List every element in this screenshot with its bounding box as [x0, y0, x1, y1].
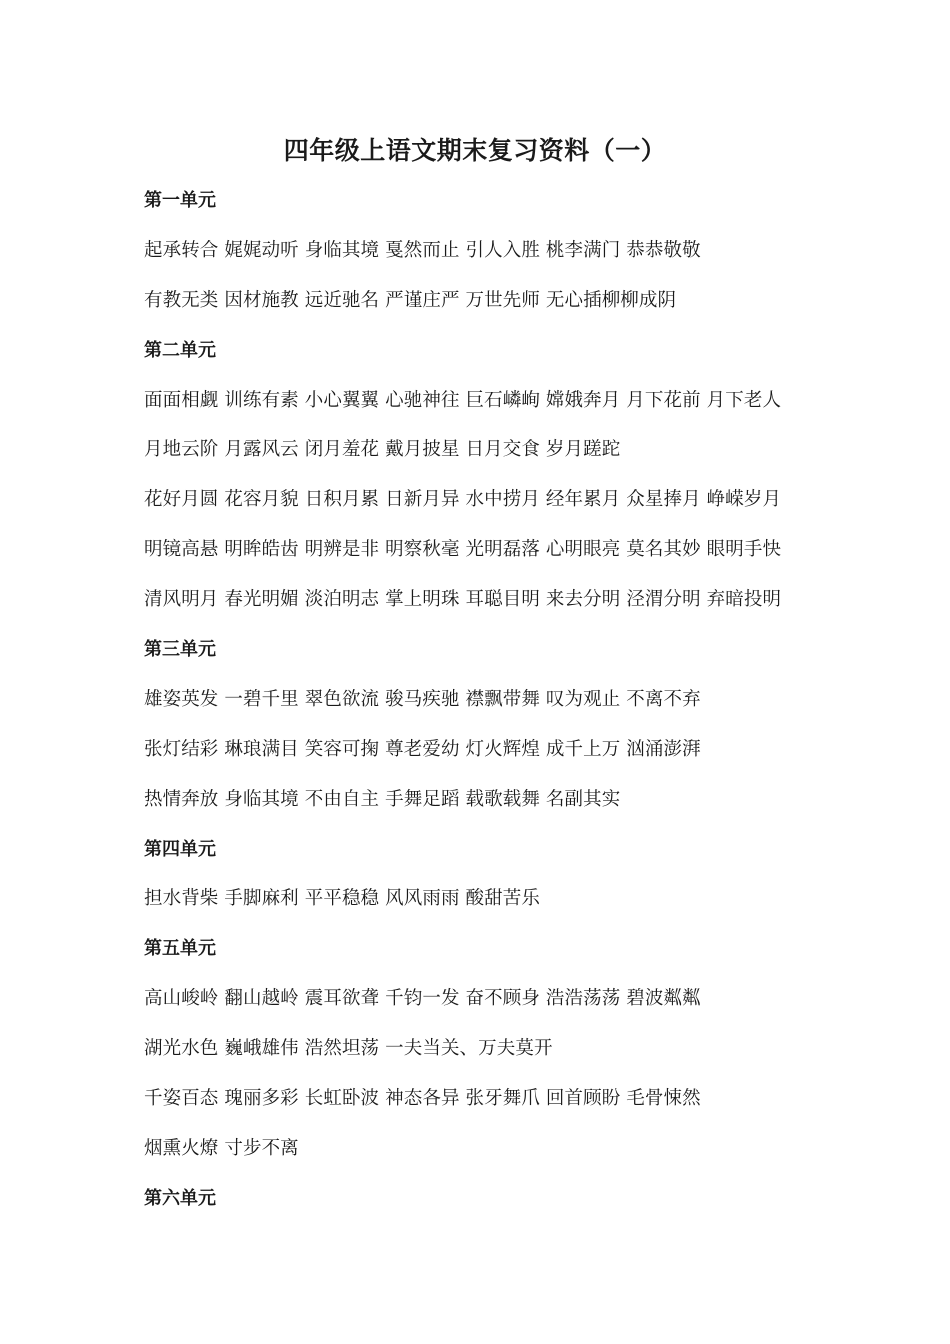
phrase-line: 千姿百态 瑰丽多彩 长虹卧波 神态各异 张牙舞爪 回首顾盼 毛骨悚然: [144, 1088, 701, 1110]
phrase-line: 月地云阶 月露风云 闭月羞花 戴月披星 日月交食 岁月蹉跎: [144, 439, 621, 461]
phrase-line: 面面相觑 训练有素 小心翼翼 心驰神往 巨石嶙峋 嫦娥奔月 月下花前 月下老人: [144, 389, 782, 411]
phrase-line: 热情奔放 身临其境 不由自主 手舞足蹈 载歌载舞 名副其实: [144, 788, 621, 810]
phrase-line: 明镜高悬 明眸皓齿 明辨是非 明察秋毫 光明磊落 心明眼亮 莫名其妙 眼明手快: [144, 539, 782, 561]
unit-heading: 第六单元: [144, 1187, 216, 1209]
phrase-line: 担水背柴 手脚麻利 平平稳稳 风风雨雨 酸甜苦乐: [144, 888, 540, 910]
phrase-line: 湖光水色 巍峨雄伟 浩然坦荡 一夫当关、万夫莫开: [144, 1038, 553, 1060]
phrase-line: 有教无类 因材施教 远近驰名 严谨庄严 万世先师 无心插柳柳成阴: [144, 289, 677, 311]
phrase-line: 起承转合 娓娓动听 身临其境 戛然而止 引人入胜 桃李满门 恭恭敬敬: [144, 239, 701, 261]
phrase-line: 烟熏火燎 寸步不离: [144, 1137, 299, 1159]
phrase-line: 张灯结彩 琳琅满目 笑容可掬 尊老爱幼 灯火辉煌 成千上万 汹涌澎湃: [144, 738, 701, 760]
unit-heading: 第三单元: [144, 639, 216, 661]
phrase-line: 高山峻岭 翻山越岭 震耳欲聋 千钧一发 奋不顾身 浩浩荡荡 碧波粼粼: [144, 988, 701, 1010]
unit-heading: 第五单元: [144, 938, 216, 960]
document-body: [144, 176, 844, 1224]
document-title: 四年级上语文期末复习资料（一）: [283, 136, 667, 165]
unit-heading: 第一单元: [144, 190, 216, 211]
phrase-line: 雄姿英发 一碧千里 翠色欲流 骏马疾驰 襟飘带舞 叹为观止 不离不弃: [144, 688, 701, 710]
unit-heading: 第二单元: [144, 339, 216, 361]
unit-heading: 第四单元: [144, 838, 216, 860]
phrase-line: 清风明月 春光明媚 淡泊明志 掌上明珠 耳聪目明 来去分明 泾渭分明 弃暗投明: [144, 589, 782, 611]
phrase-line: 花好月圆 花容月貌 日积月累 日新月异 水中捞月 经年累月 众星捧月 峥嵘岁月: [144, 489, 782, 511]
